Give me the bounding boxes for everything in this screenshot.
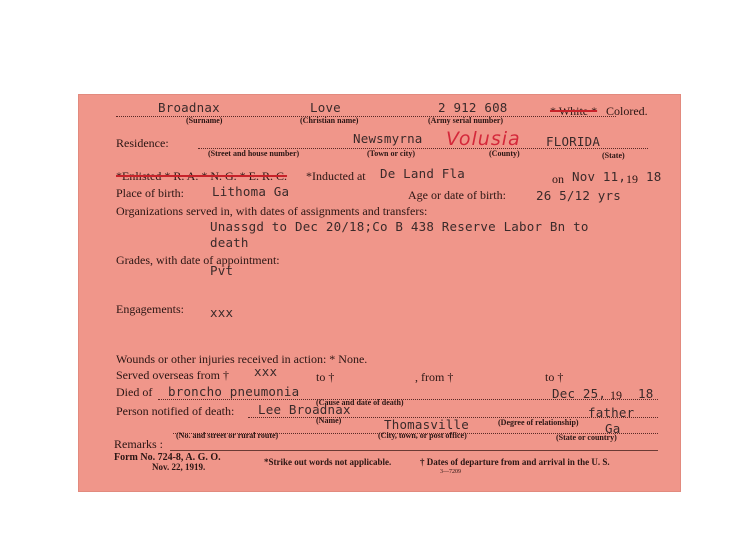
organizations-label: Organizations served in, with dates of assignments and transfers: [116,204,428,218]
surname-value: Broadnax [158,100,220,115]
serial-number-value: 2 912 608 [438,100,508,115]
notified-relationship: father [588,405,635,420]
record-card [78,94,681,492]
residence-state: FLORIDA [546,134,601,149]
form-date: Nov. 22, 1919. [152,462,206,472]
colored-label: Colored. [606,104,648,118]
engagements-label: Engagements: [116,302,184,316]
death-line [158,399,658,400]
death-year: 18 [638,386,654,401]
death-date: Dec 25, [552,386,607,401]
strike-note: *Strike out words not applicable. [264,457,392,467]
form-number: Form No. 724-8, A. G. O. [114,452,221,463]
state-caption: (State) [602,151,625,160]
overseas-label: Served overseas from † [116,368,229,382]
inducted-year: 18 [646,169,662,184]
state-country-caption: (State or country) [556,433,617,442]
notified-city: Thomasville [384,417,469,432]
residence-town: Newsmyrna [353,131,423,146]
grades-label: Grades, with date of appointment: [116,253,280,267]
organizations-line2: death [210,235,249,250]
birthplace-value: Lithoma Ga [212,184,290,199]
age-label: Age or date of birth: [408,188,506,202]
enlisted-struck: *Enlisted * R. A. * N. G. * E. R. C. [116,169,288,183]
christian-name-value: Love [310,100,341,115]
organizations-line1: Unassgd to Dec 20/18;Co B 438 Reserve Labor Bn to [210,219,589,234]
death-year-prefix: 19 [610,388,622,402]
remarks-line [170,450,658,451]
grades-value: Pvt [210,263,234,278]
residence-label: Residence: [116,136,169,150]
age-value: 26 5/12 yrs [536,188,621,203]
died-of-label: Died of [116,385,153,399]
white-struck: * White * [550,104,598,118]
notified-name: Lee Broadnax [258,402,351,417]
inducted-year-prefix: 19 [626,172,638,186]
county-caption: (County) [489,149,520,158]
christian-caption: (Christian name) [300,116,359,125]
overseas-from2: , from † [415,370,454,384]
inducted-label: *Inducted at [306,169,366,183]
overseas-from-value: xxx [254,364,278,379]
wounds-label: Wounds or other injuries received in action: * None. [116,352,368,366]
print-code: 3—7209 [440,469,461,475]
remarks-label: Remarks : [114,437,163,451]
overseas-to1: to † [316,370,335,384]
street-route-caption: (No. and street or rural route) [176,431,279,440]
notified-name-caption: (Name) [316,416,342,425]
inducted-date: Nov 11, [572,169,627,184]
overseas-to2: to † [545,370,564,384]
relationship-caption: (Degree of relationship) [498,418,579,427]
inducted-place: De Land Fla [380,166,465,181]
serial-caption: (Army serial number) [428,116,504,125]
death-cause: broncho pneumonia [168,384,300,399]
notified-state: Ga [605,421,621,436]
engagements-value: xxx [210,305,234,320]
dagger-note: † Dates of departure from and arrival in the U. S. [420,457,610,467]
surname-caption: (Surname) [186,116,223,125]
death-caption: (Cause and date of death) [316,398,404,407]
town-caption: (Town or city) [367,149,415,158]
street-caption: (Street and house number) [208,149,300,158]
residence-county-handwritten: Volusia [446,128,521,150]
city-caption: (City, town, or post office) [378,431,467,440]
birthplace-label: Place of birth: [116,186,184,200]
notified-label: Person notified of death: [116,404,235,418]
on-label: on [552,172,564,186]
